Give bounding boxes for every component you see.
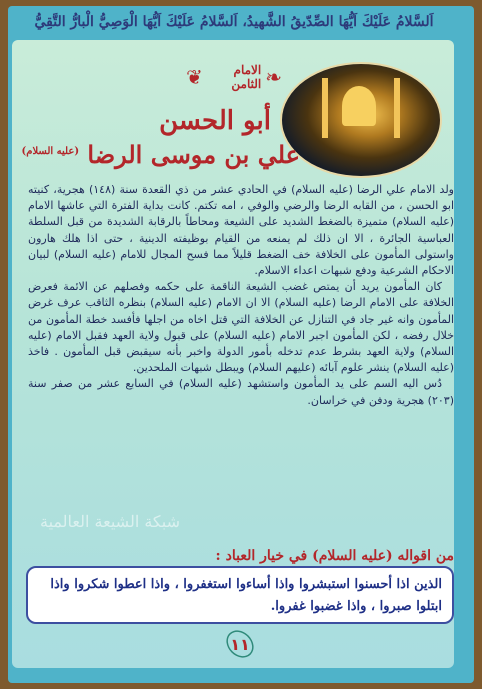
paragraph: ولد الامام علي الرضا (عليه السلام) في الحادي عشر من ذي القعدة سنة (١٤٨) هجرية، كنيته ابو الحسن ، من القابه الرضا والرضي والوفي ، امه تكتم. كانت بداية الفترة التي عاشها الامام (عليه السلام) متميزة بالضغط الشديد على الشيعة ومحاطاً بالرقابة الشديدة من قبل السلطة العباسية الجائرة ، الا ان ذلك لم يمنعه من القيام بوظيفته الدينية ، حتى اذا هلك هارون واستولى المأمون على الخلافة خف الضغط قليلاً مما فسح المجال للامام (عليه السلام) لبيان الاحكام الشرعية ودفع شبهات اعداء الاسلام. bbox=[28, 183, 454, 278]
flourish-icon: ❧ bbox=[265, 65, 282, 89]
biography-text bbox=[28, 182, 454, 409]
hadith-box: الذين اذا أحسنوا استبشروا واذا أساءوا استغفروا ، واذا اعطوا شكروا واذا ابتلوا صبروا ، واذا غضبوا غفروا. bbox=[26, 566, 454, 624]
salam-line: اَلسَّلامُ عَلَيْكَ اَيُّهَا الصِّدّيقُ الشَّهيدُ، اَلسَّلامُ عَلَيْكَ اَيُّهَا الْوَصِيُّ الْبارُّ التَّقِيُّ bbox=[34, 14, 434, 30]
kunya-heading: أبو الحسن bbox=[159, 106, 271, 136]
paragraph: دُس اليه السم على يد المأمون واستشهد (عليه السلام) في السابع عشر من صفر سنة (٢٠٣) هجرية ودفن في خراسان. bbox=[28, 377, 454, 407]
page-number bbox=[220, 628, 260, 660]
honorific: (عليه السلام) bbox=[21, 146, 80, 157]
name-heading bbox=[21, 140, 300, 169]
paragraph: كان المأمون يريد أن يمتص غضب الشيعة الناقمة على حكمه وفصلهم عن الائمة فعرض الخلافة على الامام الرضا (عليه السلام) الا ان الامام (عليه السلام) بنظره الثاقب عرف غرض المأمون وانه غير جاد في التنازل عن الخلافة التي قتل اخاه من اجلها فأفسد خطة المأمون من خلال رفضه ، لكن المأمون اجبر الامام (عليه السلام) على قبول ولاية العهد فقبل الامام (عليه السلام) ولاية العهد بشرط عدم تدخله بأمور الدولة واخبر بأنه سيقبض قبل المأمون . فاخذ (عليه السلام) ينشر علوم آبائه (عليهم السلام) ويبطل شبهات الملحدين. bbox=[28, 280, 454, 375]
sayings-title: من اقواله (عليه السلام) في خيار العباد : bbox=[215, 548, 454, 564]
header bbox=[0, 52, 466, 202]
minaret-left bbox=[322, 78, 328, 138]
imam-title: الامام الثامن bbox=[231, 63, 262, 91]
flourish-icon: ❦ bbox=[186, 65, 203, 89]
page-number-text: ١١ bbox=[230, 634, 250, 654]
shrine-dome bbox=[342, 86, 376, 126]
title-ornament bbox=[186, 60, 282, 94]
page-number-frame bbox=[221, 625, 259, 663]
imam-name: علي بن موسى الرضا bbox=[87, 140, 300, 169]
minaret-right bbox=[394, 78, 400, 138]
watermark-logo: شبكة الشيعة العالمية bbox=[40, 512, 180, 531]
